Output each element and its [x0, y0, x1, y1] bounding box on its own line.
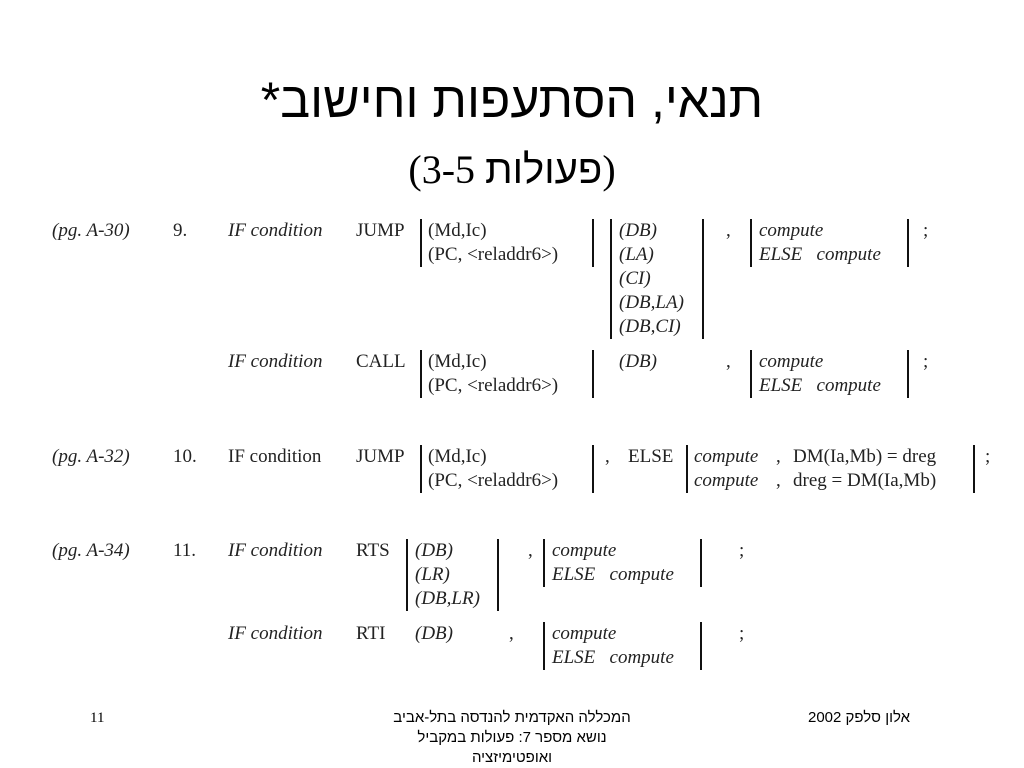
footer-institution-line-1: המכללה האקדמית להנדסה בתל-אביב — [393, 709, 631, 726]
i10-compute-bar-right — [973, 445, 975, 493]
i11b-condition: IF condition — [228, 623, 323, 644]
i11-modifiers — [415, 539, 480, 611]
i10-dm-ops — [793, 445, 936, 493]
i10-dm-read: dreg = DM(Ia,Mb) — [793, 470, 937, 491]
i9-compute-bar-right — [907, 219, 909, 267]
i9b-targets-bar-left — [420, 350, 422, 398]
i11-compute-bar-right — [700, 539, 702, 587]
i11-compute-bar-left — [543, 539, 545, 587]
i10-targets-bar-right — [592, 445, 594, 493]
i10-opcode: JUMP — [356, 446, 405, 467]
i10-targets — [428, 445, 558, 493]
i9b-compute-bar-left — [750, 350, 752, 398]
i10-compute-line-2: compute — [694, 470, 759, 491]
i11b-semicolon: ; — [739, 623, 745, 644]
i11b-compute — [552, 622, 674, 670]
i11b-compute-bar-right — [700, 622, 702, 670]
i9b-condition: IF condition — [228, 351, 323, 372]
i11-comma: , — [528, 540, 533, 561]
i9b-opcode: CALL — [356, 351, 406, 372]
i10-else: ELSE — [628, 446, 674, 467]
i9-else-compute-line: ELSE compute — [759, 244, 881, 265]
i10-condition: IF condition — [228, 446, 322, 467]
i11-mod-bar-left — [406, 539, 408, 611]
slide-subtitle — [0, 146, 1024, 194]
footer-institution-line-2: נושא מספר 7: פעולות במקביל — [417, 729, 607, 746]
i9-number: 9. — [173, 220, 188, 241]
i11-opcode: RTS — [356, 540, 390, 561]
subtitle-paren-close: ) — [602, 147, 616, 192]
i9b-targets — [428, 350, 558, 398]
i10-target-md: (Md,Ic) — [428, 446, 487, 467]
i11-condition: IF condition — [228, 540, 323, 561]
i9b-else-compute-line: ELSE compute — [759, 375, 881, 396]
i9-mod-db-ci: (DB,CI) — [619, 316, 681, 337]
i11-mod-db-lr: (DB,LR) — [415, 588, 480, 609]
i9-targets-bar-right — [592, 219, 594, 267]
i9b-compute-bar-right — [907, 350, 909, 398]
i11-compute — [552, 539, 674, 587]
i9-mod-bar-right — [702, 219, 704, 339]
i10-target-pc: (PC, <reladdr6>) — [428, 470, 559, 491]
i11b-modifier: (DB) — [415, 623, 453, 644]
i9-targets-bar-left — [420, 219, 422, 267]
i10-comma-mid-1: , — [776, 446, 781, 467]
i10-comma: , — [605, 446, 610, 467]
i9-mod-bar-left — [610, 219, 612, 339]
i9-mod-db-la: (DB,LA) — [619, 292, 684, 313]
i11-page-ref: (pg. A-34) — [52, 540, 130, 561]
i11b-opcode: RTI — [356, 623, 386, 644]
i11-compute-line: compute — [552, 540, 617, 561]
i9-mod-la: (LA) — [619, 244, 654, 265]
i11b-else-compute-line: ELSE compute — [552, 647, 674, 668]
footer-author: אלון סלפק 2002 — [808, 709, 911, 726]
footer-institution — [312, 708, 712, 768]
i9b-comma: , — [726, 351, 731, 372]
i9-target-md: (Md,Ic) — [428, 220, 487, 241]
subtitle-range: 3-5 — [421, 147, 476, 192]
i10-comma-mid-2: , — [776, 470, 781, 491]
i11-semicolon: ; — [739, 540, 745, 561]
i11-mod-lr: (LR) — [415, 564, 450, 585]
i10-compute-bar-left — [686, 445, 688, 493]
i10-dm-write: DM(Ia,Mb) = dreg — [793, 446, 937, 467]
i10-page-ref: (pg. A-32) — [52, 446, 130, 467]
i9-condition: IF condition — [228, 220, 323, 241]
i11b-comma: , — [509, 623, 514, 644]
i9b-compute — [759, 350, 881, 398]
i9-mod-ci: (CI) — [619, 268, 651, 289]
i9-compute-line: compute — [759, 220, 824, 241]
i10-compute — [694, 445, 758, 493]
i9-modifiers — [619, 219, 684, 339]
i11b-compute-bar-left — [543, 622, 545, 670]
i9-target-pc: (PC, <reladdr6>) — [428, 244, 559, 265]
i10-semicolon: ; — [985, 446, 991, 467]
i10-commas — [776, 445, 781, 493]
subtitle-hebrew: פעולות — [485, 148, 603, 192]
slide-title: תנאי, הסתעפות וחישוב* — [260, 72, 764, 128]
i9b-semicolon: ; — [923, 351, 929, 372]
i11b-compute-line: compute — [552, 623, 617, 644]
i9b-modifier: (DB) — [619, 351, 657, 372]
footer-institution-line-3: ואופטימיזציה — [471, 749, 553, 766]
i9-mod-db: (DB) — [619, 220, 657, 241]
i10-compute-line-1: compute — [694, 446, 759, 467]
i9-targets — [428, 219, 558, 267]
footer-page-number: 11 — [90, 710, 105, 726]
i9-compute-bar-left — [750, 219, 752, 267]
i9-opcode: JUMP — [356, 220, 405, 241]
i9b-target-md: (Md,Ic) — [428, 351, 487, 372]
i9b-target-pc: (PC, <reladdr6>) — [428, 375, 559, 396]
i9-comma: , — [726, 220, 731, 241]
i10-number: 10. — [173, 446, 197, 467]
i11-mod-bar-right — [497, 539, 499, 611]
i9-page-ref: (pg. A-30) — [52, 220, 130, 241]
i11-else-compute-line: ELSE compute — [552, 564, 674, 585]
i9b-targets-bar-right — [592, 350, 594, 398]
subtitle-paren-open: ( — [408, 147, 422, 192]
i9b-compute-line: compute — [759, 351, 824, 372]
i9-compute — [759, 219, 881, 267]
i10-targets-bar-left — [420, 445, 422, 493]
i11-mod-db: (DB) — [415, 540, 453, 561]
i9-semicolon: ; — [923, 220, 929, 241]
i11-number: 11. — [173, 540, 197, 561]
